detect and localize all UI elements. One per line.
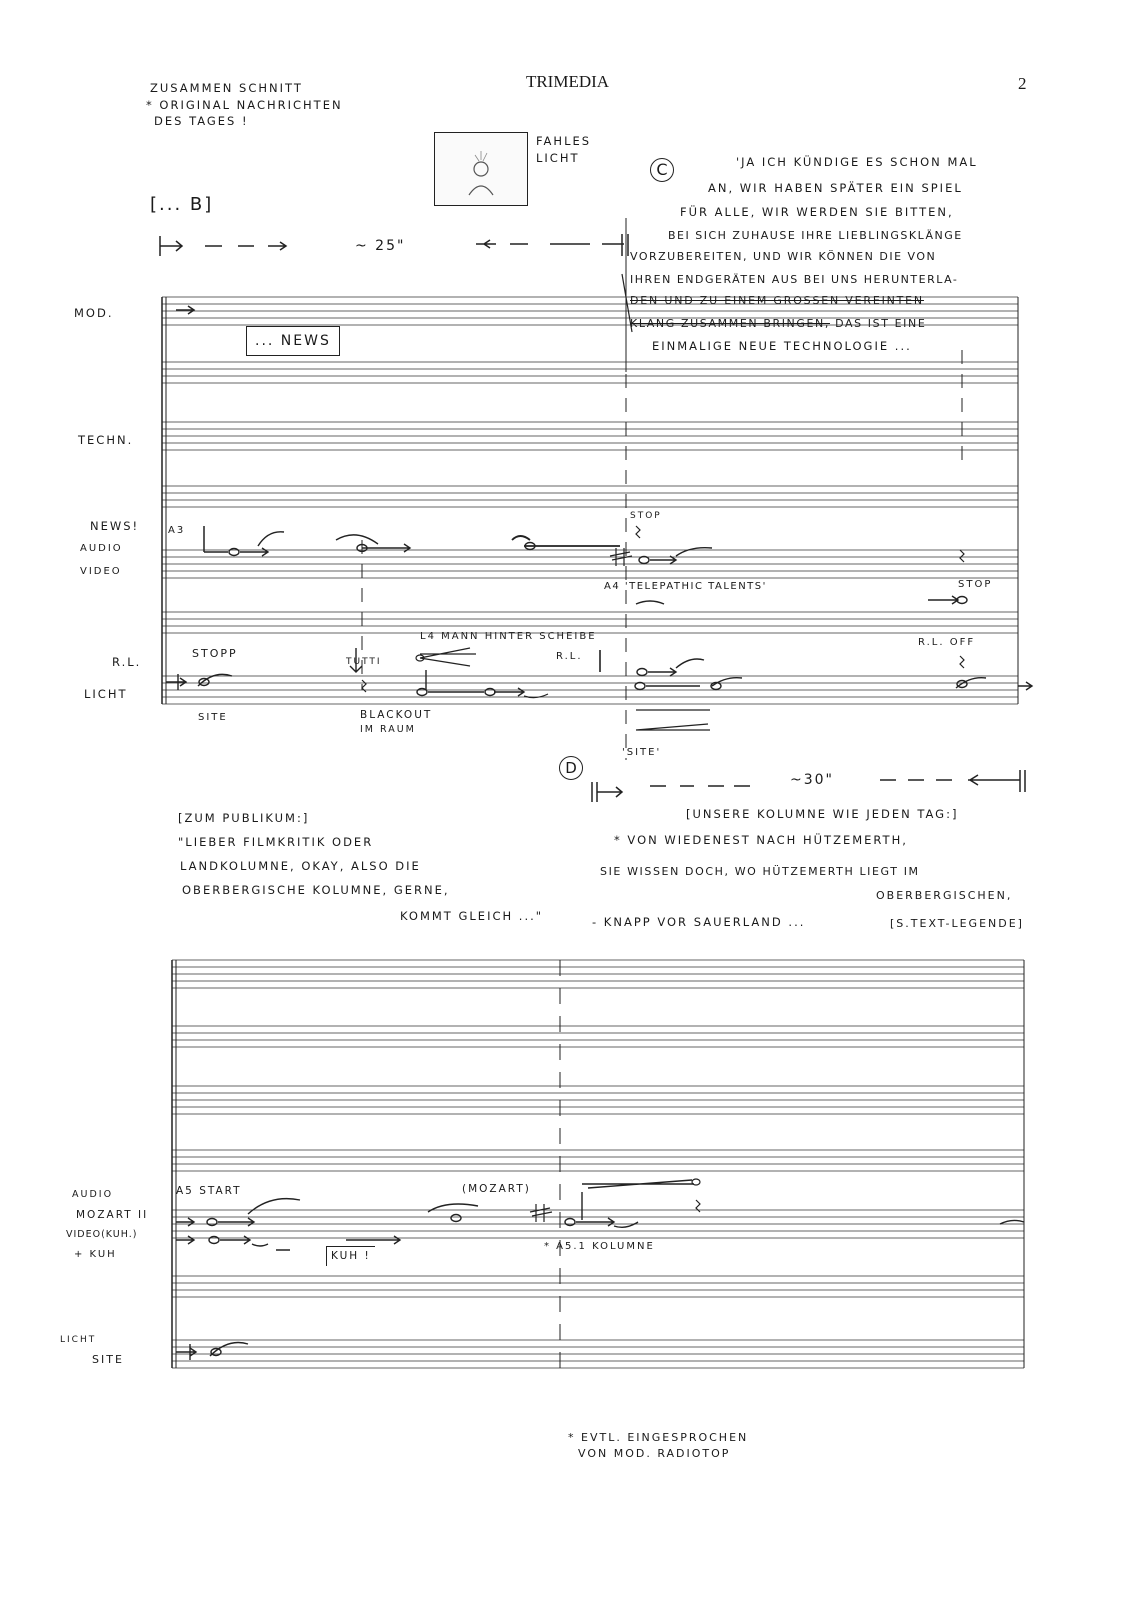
staff-label-audio: AUDIO <box>80 543 123 554</box>
cue-stop: STOP <box>630 511 662 521</box>
news-box: ... NEWS <box>246 326 340 356</box>
section-d-marker: D <box>559 756 583 780</box>
cue-mozart: (MOZART) <box>462 1183 531 1195</box>
cue-l4: L4 MANN HINTER SCHEIBE <box>420 631 597 642</box>
staff-label-site: SITE <box>92 1353 124 1366</box>
column-line: [UNSERE KOLUMNE WIE JEDEN TAG:] <box>686 807 959 821</box>
column-line: OBERBERGISCHEN, <box>876 889 1013 902</box>
cue-stopp: STOPP <box>192 647 238 660</box>
speech-line: IHREN ENDGERÄTEN AUS BEI UNS HERUNTERLA- <box>630 273 959 286</box>
page-title: TRIMEDIA <box>525 72 610 91</box>
cue-blackout-line: BLACKOUT <box>360 709 433 721</box>
speech-line: VORZUBEREITEN, UND WIR KÖNNEN DIE VON <box>630 250 937 263</box>
speech-line: EINMALIGE NEUE TECHNOLOGIE ... <box>652 339 912 353</box>
staff-lines-system1 <box>162 297 1018 704</box>
footnote-line: * EVTL. EINGESPROCHEN <box>568 1431 749 1444</box>
section-d-duration: ~30" <box>790 772 834 788</box>
staff-label-mozart: MOZART II <box>76 1209 149 1221</box>
light-note-line: LICHT <box>536 150 580 165</box>
page-number: 2 <box>1018 74 1027 93</box>
speech-struck-line: DEN UND ZU EINEM GROSSEN VEREINTEN <box>630 294 924 307</box>
audience-line: LANDKOLUMNE, OKAY, ALSO DIE <box>180 859 421 873</box>
cue-kuh: KUH ! <box>326 1246 375 1266</box>
staff-label-rl: R.L. <box>112 655 142 669</box>
staff-label-news: NEWS! <box>90 519 140 533</box>
speech-line: AN, WIR HABEN SPÄTER EIN SPIEL <box>708 181 963 195</box>
cue-stop: STOP <box>958 579 993 590</box>
staff-label-techn: TECHN. <box>78 433 134 447</box>
speech-struck-part: KLANG ZUSAMMEN BRINGEN, <box>630 317 830 330</box>
section-c-marker: C <box>650 158 674 182</box>
audience-line: OBERBERGISCHE KOLUMNE, GERNE, <box>182 883 450 897</box>
cue-site: 'SITE' <box>622 747 662 758</box>
staff-label-video: VIDEO(KUH.) <box>66 1229 138 1240</box>
cue-a3: A3 <box>168 525 186 536</box>
cue-a5: A5 START <box>176 1185 242 1197</box>
column-line: SIE WISSEN DOCH, WO HÜTZEMERTH LIEGT IM <box>600 865 920 878</box>
montage-note-line: * ORIGINAL NACHRICHTEN <box>146 97 343 112</box>
section-b-marker: [... B] <box>150 194 214 215</box>
montage-note-line: DES TAGES ! <box>154 114 249 129</box>
section-b-duration: ~ 25" <box>355 238 406 254</box>
speech-line: 'JA ICH KÜNDIGE ES SCHON MAL <box>736 155 978 169</box>
cue-tutti: TUTTI <box>346 657 382 667</box>
audience-line: [ZUM PUBLIKUM:] <box>178 811 310 825</box>
light-note-line: FAHLES <box>536 134 592 148</box>
cue-rl-off: R.L. OFF <box>918 637 976 648</box>
speech-line: BEI SICH ZUHAUSE IHRE LIEBLINGSKLÄNGE <box>668 229 963 242</box>
staff-label-kuh: + KUH <box>74 1249 117 1260</box>
speech-line: FÜR ALLE, WIR WERDEN SIE BITTEN, <box>680 205 954 219</box>
audience-line: KOMMT GLEICH ..." <box>400 909 544 923</box>
barlines-system1 <box>162 274 1032 760</box>
column-line: - KNAPP VOR SAUERLAND ... <box>592 915 806 929</box>
footnote-line: VON MOD. RADIOTOP <box>578 1446 731 1460</box>
cue-a4: A4 'TELEPATHIC TALENTS' <box>604 581 767 592</box>
column-line: [S.TEXT-LEGENDE] <box>890 917 1024 930</box>
cue-blackout-line: IM RAUM <box>360 724 416 736</box>
speech-end-part: DAS IST EINE <box>829 317 927 330</box>
column-line: * VON WIEDENEST NACH HÜTZEMERTH, <box>614 833 908 847</box>
audience-line: "LIEBER FILMKRITIK ODER <box>178 835 374 849</box>
staff-label-licht: LICHT <box>60 1335 97 1345</box>
cue-rl: R.L. <box>556 651 583 662</box>
montage-note-line: ZUSAMMEN SCHNITT <box>150 81 303 95</box>
staff-label-video: VIDEO <box>80 566 122 577</box>
staff-lines-system2 <box>172 960 1024 1368</box>
staff-label-licht: LICHT <box>84 687 128 701</box>
cue-a5-1: * A5.1 KOLUMNE <box>544 1241 655 1252</box>
staff-label-mod: MOD. <box>74 306 114 320</box>
cue-site: SITE <box>198 712 228 723</box>
staff-label-audio: AUDIO <box>72 1189 114 1200</box>
